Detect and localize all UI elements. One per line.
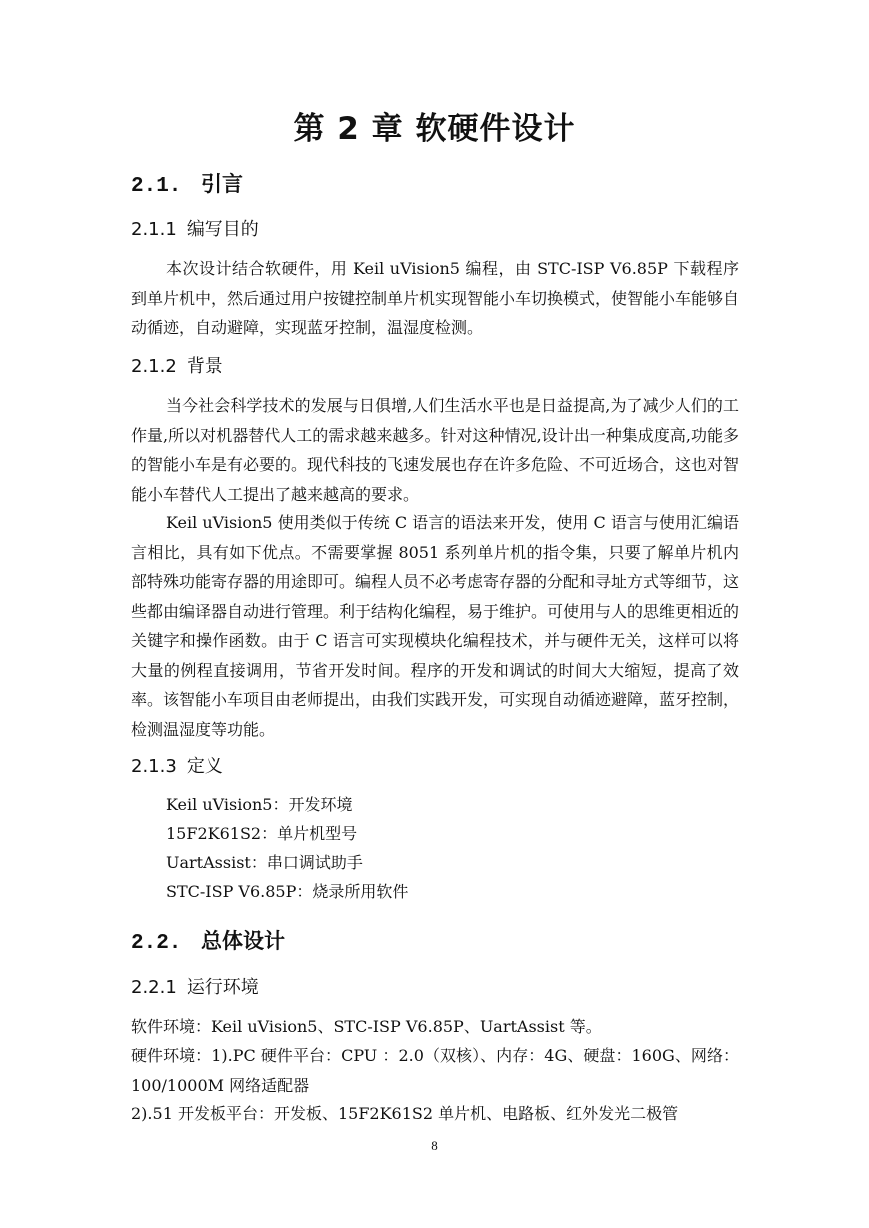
subsection-number: 2.1.1	[131, 219, 177, 240]
paragraph-background-1: 当今社会科学技术的发展与日俱增,人们生活水平也是日益提高,为了减少人们的工作量,所以对机器替代人工的需求越来越多。针对这种情况,设计出一种集成度高,功能多的智能小车是有必要的。现代科技的飞速发展也存在许多危险、不可近场合，这也对智能小车替代人工提出了越来越高的要求。	[131, 396, 740, 504]
page-number: 8	[431, 1138, 438, 1153]
section-number: 2.2.	[131, 932, 182, 955]
section-title: 总体设计	[201, 929, 285, 953]
definition-item: UartAssist：串口调试助手	[166, 853, 363, 872]
subsection-title: 背景	[186, 356, 223, 377]
definition-item: STC-ISP V6.85P：烧录所用软件	[166, 882, 409, 901]
section-number: 2.1.	[131, 175, 182, 198]
subsection-heading-2-1-3	[131, 752, 223, 778]
subsection-title: 定义	[186, 756, 223, 777]
paragraph-board-env: 2).51 开发板平台：开发板、15F2K61S2 单片机、电路板、红外发光二极管	[131, 1104, 679, 1123]
subsection-title: 编写目的	[186, 219, 259, 240]
paragraph-purpose: 本次设计结合软硬件，用 Keil uVision5 编程，由 STC-ISP V6.85P 下载程序到单片机中，然后通过用户按键控制单片机实现智能小车切换模式，使智能小车能够自动循迹，自动避障，实现蓝牙控制，温湿度检测。	[131, 259, 740, 337]
definition-item: 15F2K61S2：单片机型号	[166, 824, 358, 843]
section-heading-2-1	[131, 168, 243, 198]
section-title: 引言	[201, 172, 243, 196]
subsection-number: 2.2.1	[131, 977, 177, 998]
chapter-title: 第 2 章 软硬件设计	[293, 111, 576, 147]
subsection-heading-2-2-1	[131, 973, 259, 999]
paragraph-background-2: Keil uVision5 使用类似于传统 C 语言的语法来开发，使用 C 语言与使用汇编语言相比，具有如下优点。不需要掌握 8051 系列单片机的指令集，只要了解单片机内部特殊功能寄存器的用途即可。编程人员不必考虑寄存器的分配和寻址方式等细节，这些都由编译器自动进行管理。利于结构化编程，易于维护。可使用与人的思维更相近的关键字和操作函数。由于 C 语言可实现模块化编程技术，并与硬件无关，这样可以将大量的例程直接调用，节省开发时间。程序的开发和调试的时间大大缩短，提高了效率。该智能小车项目由老师提出，由我们实践开发，可实现自动循迹避障，蓝牙控制，检测温湿度等功能。	[131, 513, 740, 739]
subsection-number: 2.1.2	[131, 356, 177, 377]
subsection-heading-2-1-1	[131, 215, 259, 241]
subsection-number: 2.1.3	[131, 756, 177, 777]
definition-item: Keil uVision5：开发环境	[166, 795, 353, 814]
section-heading-2-2	[131, 925, 285, 955]
paragraph-hardware-env: 硬件环境：1).PC 硬件平台：CPU ：2.0（双核）、内存：4G、硬盘：160G、网络：100/1000M 网络适配器	[131, 1046, 739, 1095]
subsection-heading-2-1-2	[131, 352, 223, 378]
paragraph-software-env: 软件环境：Keil uVision5、STC-ISP V6.85P、UartAssist 等。	[131, 1017, 602, 1036]
subsection-title: 运行环境	[186, 977, 259, 998]
